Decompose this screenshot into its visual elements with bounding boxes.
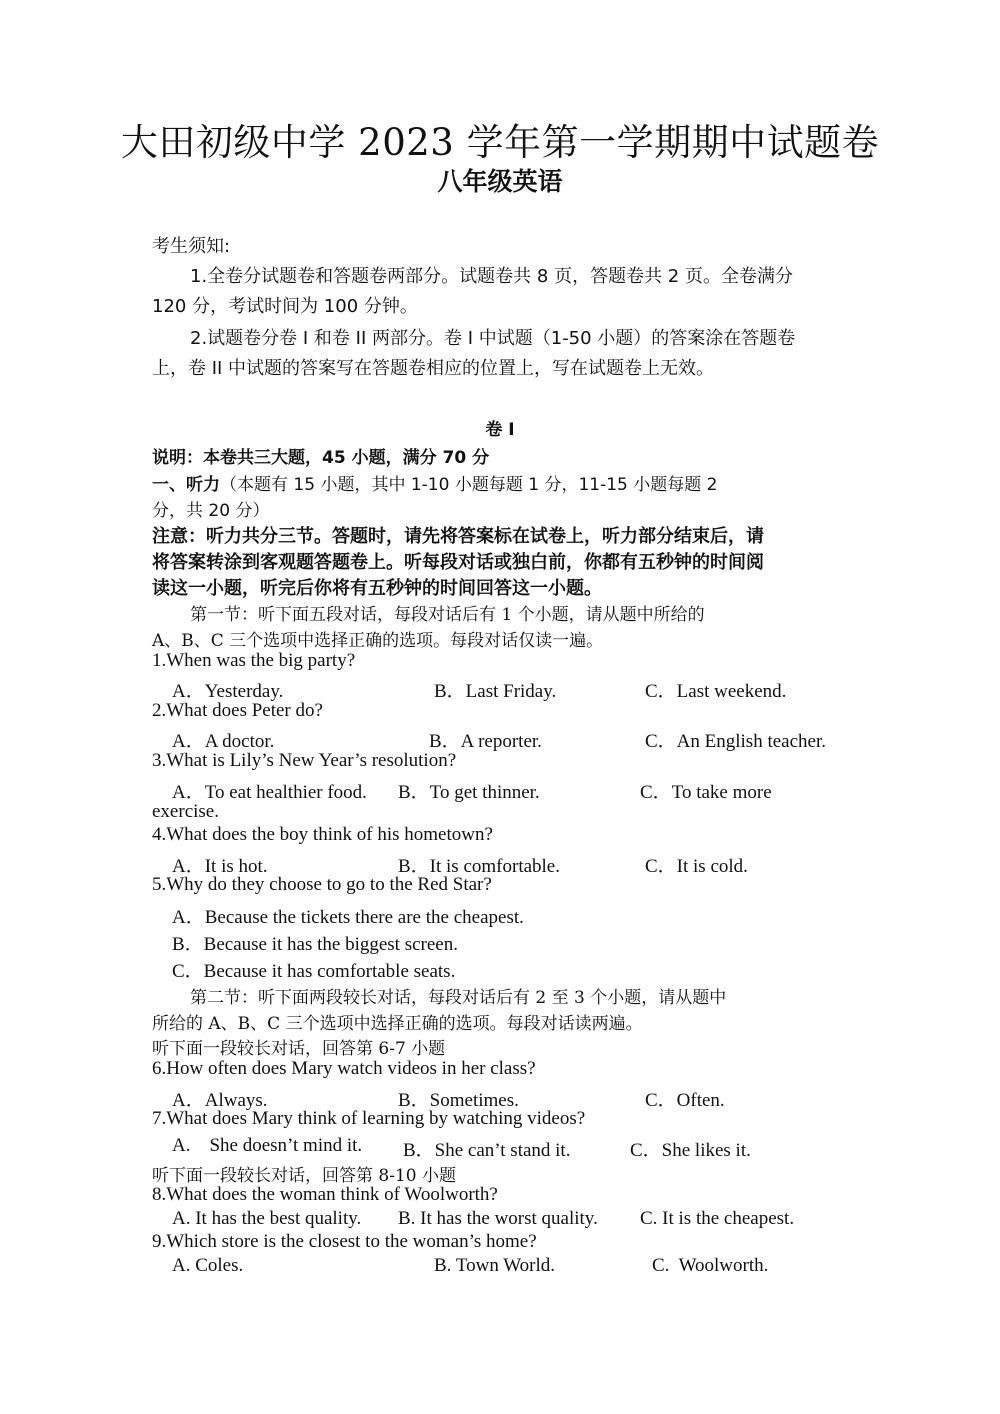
q2-option-c: C．An English teacher. bbox=[645, 731, 826, 752]
section1-heading bbox=[152, 470, 717, 495]
q4-option-b: B．It is comfortable. bbox=[398, 856, 560, 877]
q5-option-a: A．Because the tickets there are the cheapest. bbox=[172, 907, 524, 928]
part2-instruction-line1: 第二节：听下面两段较长对话，每段对话后有 2 至 3 个小题，请从题中 bbox=[190, 988, 727, 1008]
q7-option-a: A. She doesn’t mind it. bbox=[172, 1135, 363, 1156]
notice-item1-line2: 120 分，考试时间为 100 分钟。 bbox=[152, 296, 418, 317]
notice-item2-line1: 2.试题卷分卷 I 和卷 II 两部分。卷 I 中试题（1-50 小题）的答案涂在答题卷 bbox=[190, 328, 796, 349]
exam-title: 大田初级中学 2023 学年第一学期期中试题卷 bbox=[120, 121, 880, 164]
q7-option-c: C．She likes it. bbox=[630, 1140, 751, 1161]
q6-option-a: A．Always. bbox=[172, 1090, 268, 1111]
q9-option-c: C. Woolworth. bbox=[652, 1255, 769, 1276]
volume-label: 卷 I bbox=[485, 420, 515, 440]
question-2: 2.What does Peter do? bbox=[152, 700, 323, 721]
q8-option-c: C. It is the cheapest. bbox=[640, 1208, 795, 1229]
section1-note-line1: 注意：听力共分三节。答题时，请先将答案标在试卷上，听力部分结束后，请 bbox=[152, 526, 764, 547]
question-4: 4.What does the boy think of his hometown? bbox=[152, 824, 493, 845]
q1-option-a: A．Yesterday. bbox=[172, 681, 284, 702]
q1-option-b: B．Last Friday. bbox=[434, 681, 557, 702]
part1-instruction-line1: 第一节：听下面五段对话，每段对话后有 1 个小题，请从题中所给的 bbox=[190, 605, 705, 625]
q3-option-c-cont: exercise. bbox=[152, 801, 219, 822]
question-9: 9.Which store is the closest to the woman’s home? bbox=[152, 1231, 537, 1252]
q6-option-c: C．Often. bbox=[645, 1090, 725, 1111]
q2-option-a: A．A doctor. bbox=[172, 731, 275, 752]
q7-option-b: B．She can’t stand it. bbox=[403, 1140, 571, 1161]
section1-note-line2: 将答案转涂到客观题答题卷上。听每段对话或独白前，你都有五秒钟的时间阅 bbox=[152, 552, 764, 573]
q1-option-c: C．Last weekend. bbox=[645, 681, 787, 702]
q3-option-b: B．To get thinner. bbox=[398, 782, 540, 803]
q3-option-c: C．To take more bbox=[640, 782, 772, 803]
question-7: 7.What does Mary think of learning by watching videos? bbox=[152, 1108, 586, 1129]
question-3: 3.What is Lily’s New Year’s resolution? bbox=[152, 750, 457, 771]
q9-option-b: B. Town World. bbox=[434, 1255, 556, 1276]
question-5: 5.Why do they choose to go to the Red Star? bbox=[152, 874, 492, 895]
question-1: 1.When was the big party? bbox=[152, 650, 356, 671]
question-6: 6.How often does Mary watch videos in her class? bbox=[152, 1058, 536, 1079]
notice-item2-line2: 上，卷 II 中试题的答案写在答题卷相应的位置上，写在试题卷上无效。 bbox=[152, 358, 715, 379]
volume-description: 说明：本卷共三大题，45 小题，满分 70 分 bbox=[152, 448, 490, 468]
q3-option-a: A．To eat healthier food. bbox=[172, 782, 367, 803]
exam-subtitle: 八年级英语 bbox=[437, 167, 563, 196]
notice-item1-line1: 1.全卷分试题卷和答题卷两部分。试题卷共 8 页，答题卷共 2 页。全卷满分 bbox=[190, 266, 793, 287]
dialog2-instruction: 听下面一段较长对话，回答第 8-10 小题 bbox=[152, 1166, 456, 1186]
q8-option-a: A. It has the best quality. bbox=[172, 1208, 362, 1229]
q4-option-c: C．It is cold. bbox=[645, 856, 748, 877]
q2-option-b: B．A reporter. bbox=[429, 731, 542, 752]
dialog1-instruction: 听下面一段较长对话，回答第 6-7 小题 bbox=[152, 1039, 446, 1059]
q6-option-b: B．Sometimes. bbox=[398, 1090, 519, 1111]
q5-option-c: C．Because it has comfortable seats. bbox=[172, 961, 456, 982]
question-8: 8.What does the woman think of Woolworth? bbox=[152, 1184, 498, 1205]
q9-option-a: A. Coles. bbox=[172, 1255, 244, 1276]
q4-option-a: A．It is hot. bbox=[172, 856, 268, 877]
q8-option-b: B. It has the worst quality. bbox=[398, 1208, 598, 1229]
part1-instruction-line2: A、B、C 三个选项中选择正确的选项。每段对话仅读一遍。 bbox=[152, 631, 604, 651]
section1-heading-rest: （本题有 15 小题，其中 1-10 小题每题 1 分，11-15 小题每题 2 bbox=[220, 475, 718, 495]
section1-heading-bold: 一、听力 bbox=[152, 475, 220, 495]
q5-option-b: B．Because it has the biggest screen. bbox=[172, 934, 458, 955]
section1-note-line3: 读这一小题，听完后你将有五秒钟的时间回答这一小题。 bbox=[152, 578, 602, 599]
section1-heading-line2: 分，共 20 分） bbox=[152, 501, 270, 521]
part2-instruction-line2: 所给的 A、B、C 三个选项中选择正确的选项。每段对话读两遍。 bbox=[152, 1014, 643, 1034]
notice-heading: 考生须知: bbox=[152, 236, 231, 257]
